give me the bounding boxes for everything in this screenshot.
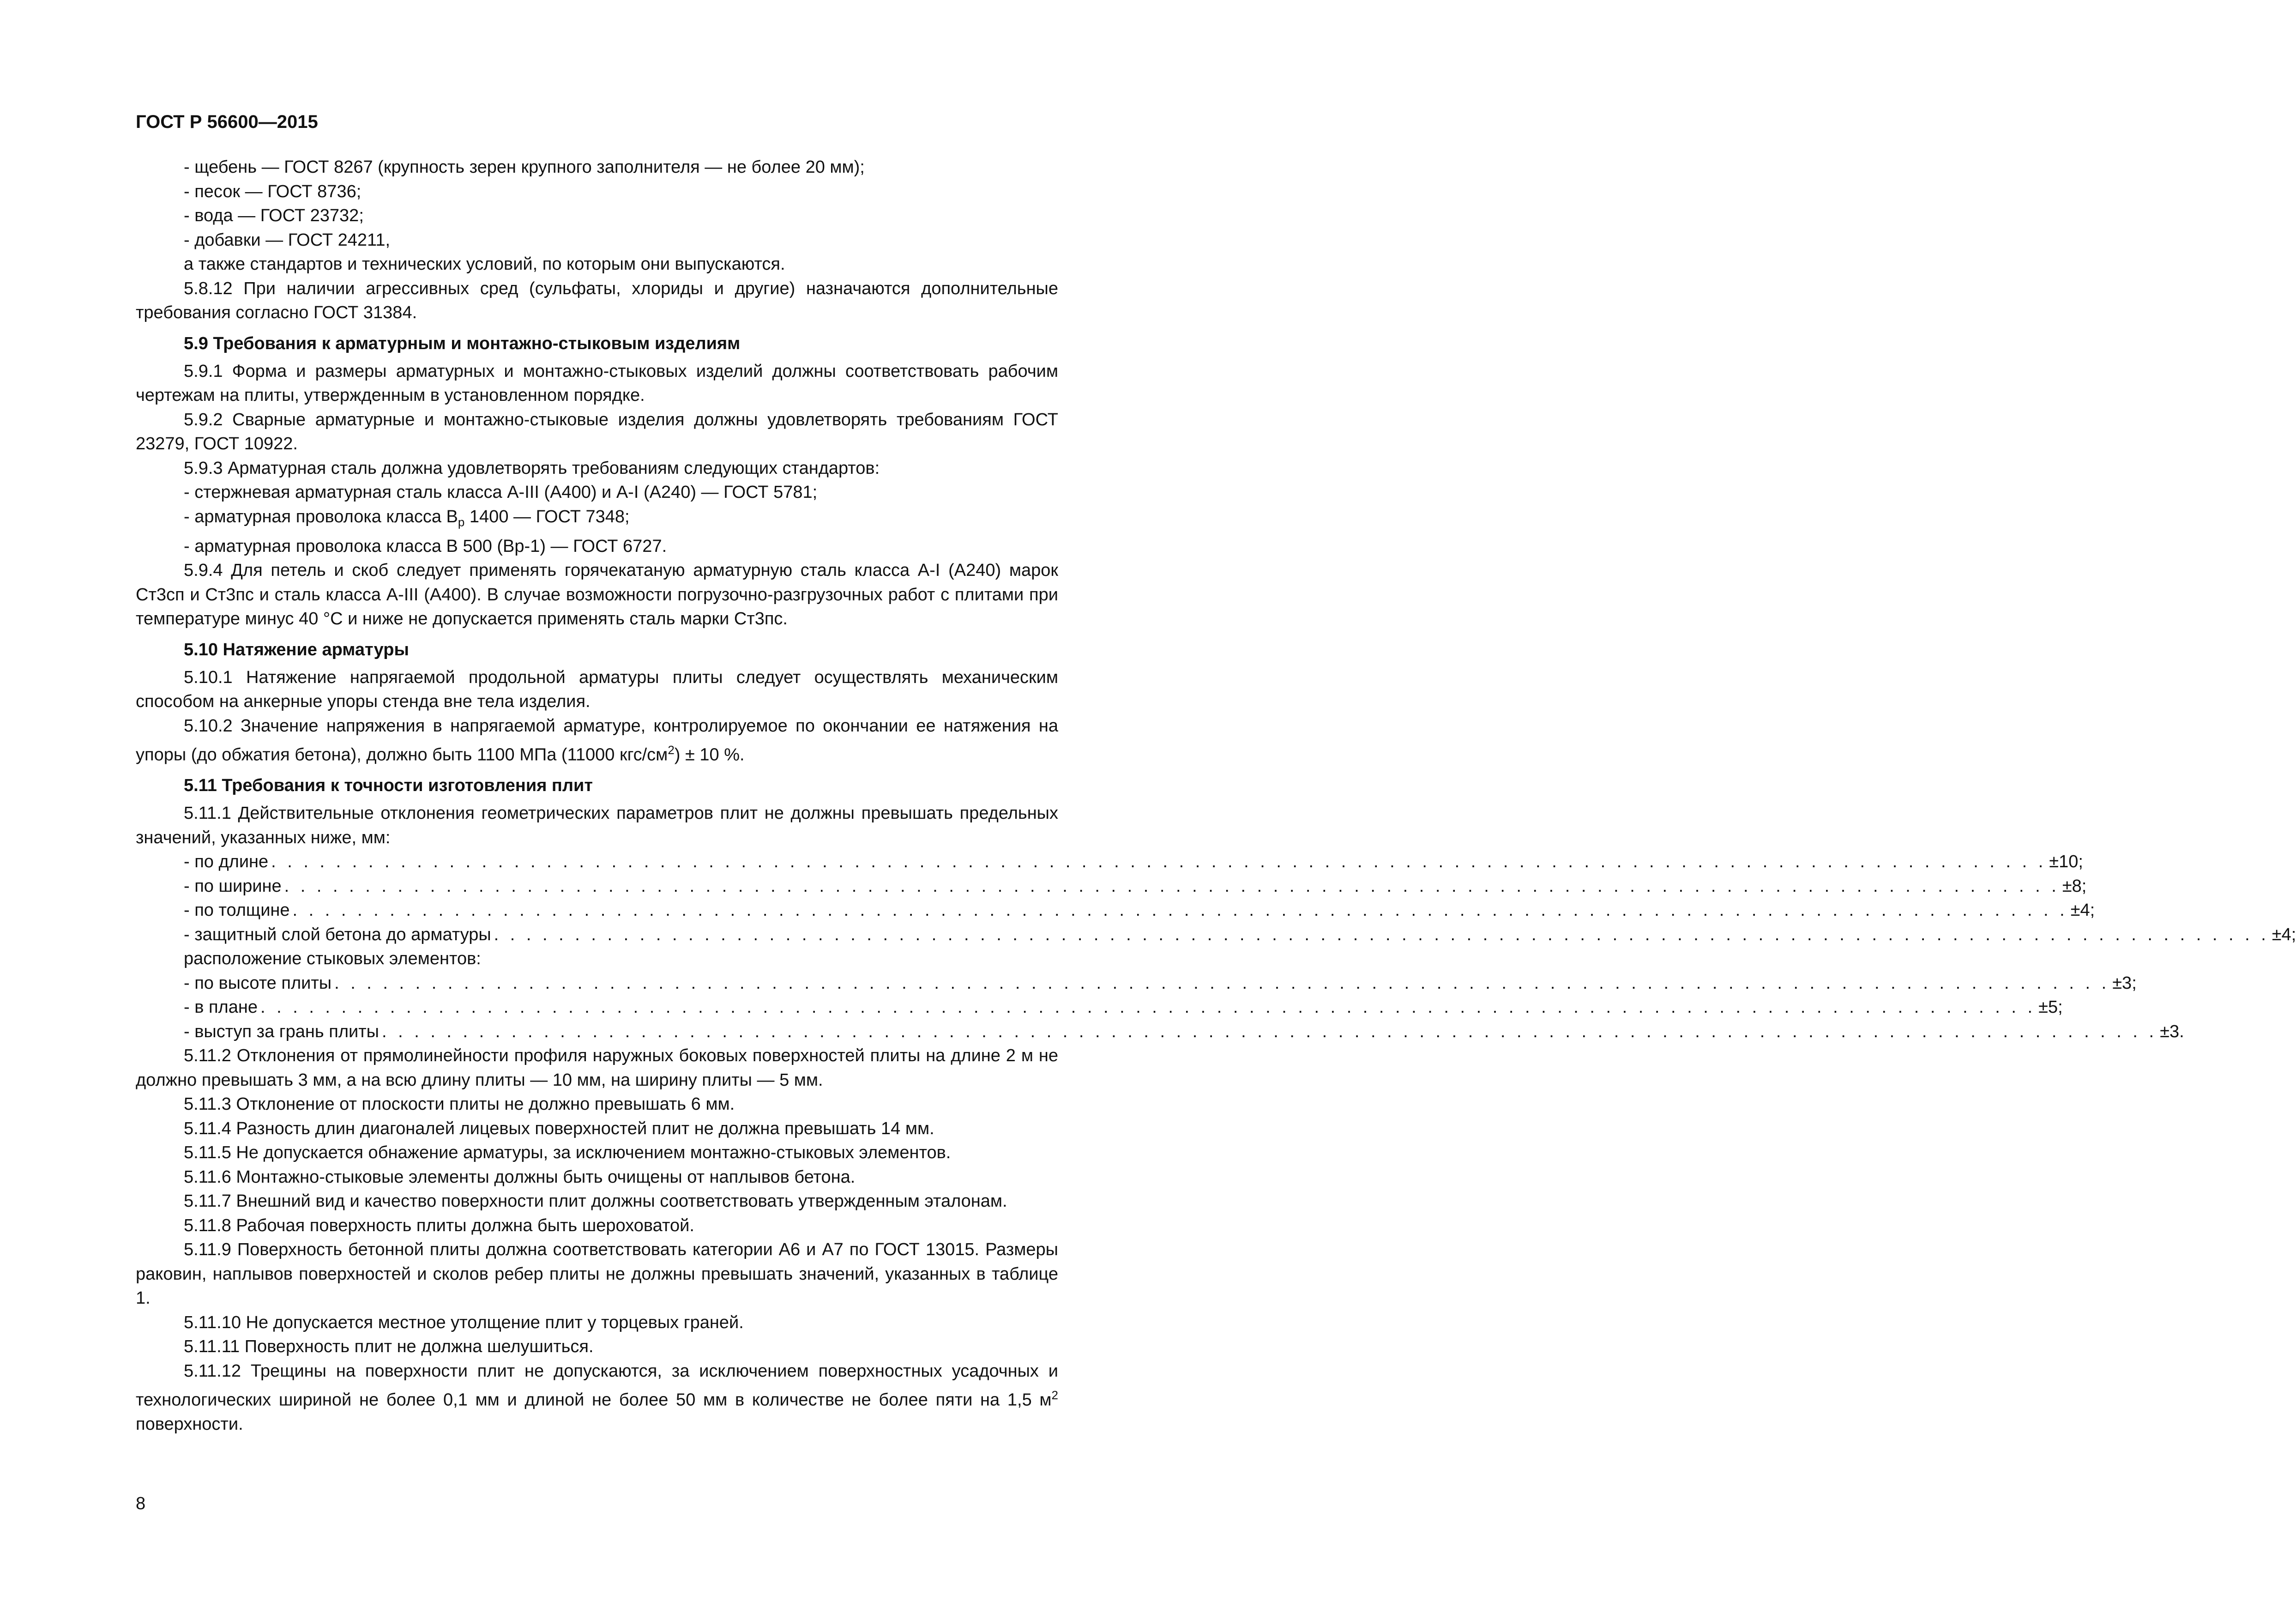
tolerance-row — [184, 850, 2083, 874]
tolerance-row — [184, 971, 2137, 996]
paragraph-5-8-12: 5.8.12 При наличии агрессивных сред (сульфаты, хлориды и другие) назначаются дополнительные требования согласно ГОСТ 31384. — [136, 278, 1058, 322]
section-heading-5-9: 5.9 Требования к арматурным и монтажно-стыковым изделиям — [184, 333, 741, 353]
paragraph-5-11-8: 5.11.8 Рабочая поверхность плиты должна быть шероховатой. — [184, 1215, 694, 1235]
list-item-text: - арматурная проволока класса В — [184, 507, 458, 526]
section-heading-5-11: 5.11 Требования к точности изготовления плит — [184, 776, 593, 796]
paragraph-5-11-5: 5.11.5 Не допускается обнажение арматуры, за исключением монтажно-стыковых элементов. — [184, 1143, 951, 1163]
list-item: - арматурная проволока класса В 500 (Вр-1) — ГОСТ 6727. — [184, 536, 667, 556]
paragraph: а также стандартов и технических условий, по которым они выпускаются. — [184, 254, 785, 274]
dot-leader: . . . . . . . . . . . . . . . . . . . . . . . . . . . . . . . . . . . . . . . . . . . . . . . . . . . . . . . . . . . . . . . . . . . . . . . . . . . . . . . . . . . . . . . . . . . . . . . . . . . . . . . . . . . . . . — [271, 852, 2047, 872]
paragraph-5-9-3: 5.9.3 Арматурная сталь должна удовлетворять требованиям следующих стандартов: — [184, 458, 880, 478]
dot-leader: . . . . . . . . . . . . . . . . . . . . . . . . . . . . . . . . . . . . . . . . . . . . . . . . . . . . . . . . . . . . . . . . . . . . . . . . . . . . . . . . . . . . . . . . . . . . . . . . . . . . . . . . . . . . . . — [494, 925, 2269, 944]
paragraph-5-11-3: 5.11.3 Отклонение от плоскости плиты не должно превышать 6 мм. — [184, 1094, 735, 1114]
paragraph-text: поверхности. — [136, 1414, 243, 1434]
paragraph-5-11-12 — [136, 1359, 1058, 1437]
document-header: ГОСТ Р 56600—2015 — [136, 112, 318, 132]
list-item: - вода — ГОСТ 23732; — [184, 206, 364, 225]
tolerance-value: ±10; — [2049, 852, 2083, 872]
paragraph-5-11-6: 5.11.6 Монтажно-стыковые элементы должны быть очищены от наплывов бетона. — [184, 1167, 856, 1187]
tolerance-label: - по высоте плиты — [184, 973, 332, 993]
page-number: 8 — [136, 1494, 146, 1513]
dot-leader: . . . . . . . . . . . . . . . . . . . . . . . . . . . . . . . . . . . . . . . . . . . . . . . . . . . . . . . . . . . . . . . . . . . . . . . . . . . . . . . . . . . . . . . . . . . . . . . . . . . . . . . . . . . . . . — [292, 901, 2068, 920]
paragraph-5-11-4: 5.11.4 Разность длин диагоналей лицевых поверхностей плит не должна превышать 14 мм. — [184, 1118, 934, 1138]
tolerance-value: ±3. — [2160, 1022, 2184, 1041]
list-item: - стержневая арматурная сталь класса А-III (А400) и А-I (А240) — ГОСТ 5781; — [184, 483, 818, 502]
document-page — [136, 111, 2296, 1437]
list-item-text: 1400 — ГОСТ 7348; — [464, 507, 630, 526]
tolerance-value: ±4; — [2070, 901, 2095, 920]
list-item: - щебень — ГОСТ 8267 (крупность зерен крупного заполнителя — не более 20 мм); — [184, 157, 865, 177]
tolerance-row — [184, 995, 2063, 1020]
paragraph-5-9-4: 5.9.4 Для петель и скоб следует применять горячекатаную арматурную сталь класса А-I (А240) марок Ст3сп и Ст3пс и сталь класса А-III (А400). В случае возможности погрузочно-разгрузочных работ с плитами при температуре минус 40 °С и ниже не допускается применять сталь марки Ст3пс. — [136, 561, 1058, 629]
tolerance-subheading: расположение стыковых элементов: — [184, 949, 481, 969]
paragraph-5-11-1: 5.11.1 Действительные отклонения геометрических параметров плит не должны превышать предельных значений, указанных ниже, мм: — [136, 804, 1058, 847]
tolerance-list — [136, 850, 2296, 1044]
tolerance-value: ±4; — [2272, 925, 2296, 944]
superscript: 2 — [1051, 1388, 1058, 1402]
tolerance-label: - по длине — [184, 852, 269, 872]
paragraph-5-10-1: 5.10.1 Натяжение напрягаемой продольной арматуры плиты следует осуществлять механическим способом на анкерные упоры стенда вне тела изделия. — [136, 667, 1058, 712]
paragraph-text: 5.11.12 Трещины на поверхности плит не допускаются, за исключением поверхностных усадочных и технологических шириной не более 0,1 мм и длиной не более 50 мм в количестве не более пяти на 1,5 м — [136, 1361, 1058, 1410]
paragraph-5-9-1: 5.9.1 Форма и размеры арматурных и монтажно-стыковых изделий должны соответствовать рабочим чертежам на плиты, утвержденным в установленном порядке. — [136, 361, 1058, 405]
list-item: - добавки — ГОСТ 24211, — [184, 230, 391, 250]
dot-leader: . . . . . . . . . . . . . . . . . . . . . . . . . . . . . . . . . . . . . . . . . . . . . . . . . . . . . . . . . . . . . . . . . . . . . . . . . . . . . . . . . . . . . . . . . . . . . . . . . . . . . . . . . . . . . . — [260, 997, 2036, 1017]
tolerance-label: - по ширине — [184, 876, 282, 896]
superscript: 2 — [668, 743, 675, 757]
list-item: - песок — ГОСТ 8736; — [184, 181, 362, 201]
dot-leader: . . . . . . . . . . . . . . . . . . . . . . . . . . . . . . . . . . . . . . . . . . . . . . . . . . . . . . . . . . . . . . . . . . . . . . . . . . . . . . . . . . . . . . . . . . . . . . . . . . . . . . . . . . . . . . — [284, 876, 2060, 896]
tolerance-label: - по толщине — [184, 901, 290, 920]
tolerance-row — [184, 1020, 2184, 1044]
dot-leader: . . . . . . . . . . . . . . . . . . . . . . . . . . . . . . . . . . . . . . . . . . . . . . . . . . . . . . . . . . . . . . . . . . . . . . . . . . . . . . . . . . . . . . . . . . . . . . . . . . . . . . . . . . . . . . — [334, 973, 2110, 993]
section-heading-5-10: 5.10 Натяжение арматуры — [184, 640, 409, 659]
tolerance-label: - выступ за грань плиты — [184, 1022, 379, 1041]
paragraph-text: ) ± 10 %. — [674, 745, 745, 765]
paragraph-5-9-2: 5.9.2 Сварные арматурные и монтажно-стыковые изделия должны удовлетворять требованиям ГОСТ 23279, ГОСТ 10922. — [136, 410, 1058, 453]
tolerance-value: ±8; — [2062, 876, 2087, 896]
paragraph-5-11-2: 5.11.2 Отклонения от прямолинейности профиля наружных боковых поверхностей плиты на длине 2 м не должно превышать 3 мм, а на всю длину плиты — 10 мм, на ширину плиты — 5 мм. — [136, 1046, 1058, 1090]
paragraph-5-11-9: 5.11.9 Поверхность бетонной плиты должна соответствовать категории А6 и А7 по ГОСТ 13015. Размеры раковин, наплывов поверхностей и сколов ребер плиты не должны превышать значений, указанных в таблице 1. — [136, 1240, 1058, 1308]
paragraph-5-11-7: 5.11.7 Внешний вид и качество поверхности плит должны соответствовать утвержденным эталонам. — [184, 1191, 1007, 1211]
tolerance-row — [184, 923, 2296, 947]
tolerance-row — [184, 874, 2087, 899]
list-item — [136, 505, 1058, 534]
paragraph-text: 5.10.2 Значение напряжения в напрягаемой арматуре, контролируемое по окончании ее натяжения на упоры (до обжатия бетона), должно быть 1100 МПа (11000 кгс/см — [136, 716, 1058, 765]
tolerance-row — [184, 898, 2095, 923]
paragraph-5-11-11: 5.11.11 Поверхность плит не должна шелушиться. — [184, 1337, 594, 1357]
dot-leader: . . . . . . . . . . . . . . . . . . . . . . . . . . . . . . . . . . . . . . . . . . . . . . . . . . . . . . . . . . . . . . . . . . . . . . . . . . . . . . . . . . . . . . . . . . . . . . . . . . . . . . . . . . . . . . — [381, 1022, 2157, 1041]
tolerance-value: ±3; — [2112, 973, 2137, 993]
subscript: р — [458, 515, 465, 529]
paragraph-5-11-10: 5.11.10 Не допускается местное утолщение плит у торцевых граней. — [184, 1312, 744, 1332]
tolerance-label: - в плане — [184, 997, 258, 1017]
paragraph-5-10-2 — [136, 714, 1058, 768]
tolerance-value: ±5; — [2038, 997, 2063, 1017]
tolerance-label: - защитный слой бетона до арматуры — [184, 925, 491, 944]
